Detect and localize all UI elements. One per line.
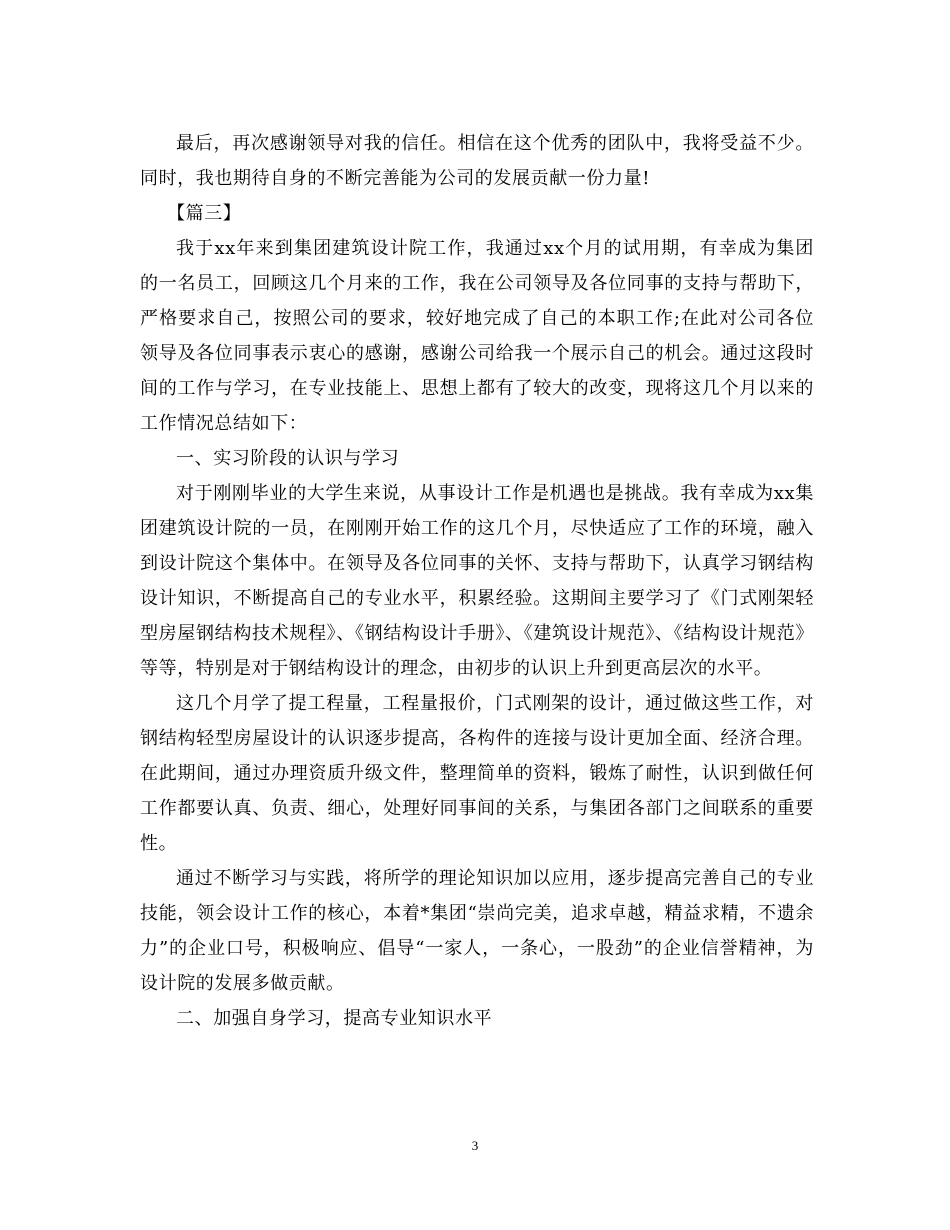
paragraph-closing-thanks: 最后，再次感谢领导对我的信任。相信在这个优秀的团队中，我将受益不少。同时，我也期待自身的不断完善能为公司的发展贡献一份力量! bbox=[140, 133, 814, 189]
paragraph-work-experience: 这几个月学了提工程量，工程量报价，门式刚架的设计，通过做这些工作，对钢结构轻型房屋设计的认识逐步提高，各构件的连接与设计更加全面、经济合理。在此期间，通过办理资质升级文件，整理简单的资料，锻炼了耐性，认识到做任何工作都要认真、负责、细心，处理好同事间的关系，与集团各部门之间联系的重要性。 bbox=[140, 693, 814, 854]
paragraph-intro: 我于xx年来到集团建筑设计院工作，我通过xx个月的试用期，有幸成为集团的一名员工，回顾这几个月来的工作，我在公司领导及各位同事的支持与帮助下，严格要求自己，按照公司的要求，较好地完成了自己的本职工作;在此对公司各位领导及各位同事表示衷心的感谢，感谢公司给我一个展示自己的机会。通过这段时间的工作与学习，在专业技能上、思想上都有了较大的改变，现将这几个月以来的工作情况总结如下： bbox=[140, 238, 814, 434]
page-number: 3 bbox=[471, 1138, 479, 1153]
paragraph-practice: 通过不断学习与实践，将所学的理论知识加以应用，逐步提高完善自己的专业技能，领会设计工作的核心，本着*集团“崇尚完美，追求卓越，精益求精，不遗余力”的企业口号，积极响应、倡导“一家人，一条心，一股劲”的企业信誉精神，为设计院的发展多做贡献。 bbox=[140, 868, 814, 994]
heading-self-study: 二、加强自身学习，提高专业知识水平 bbox=[176, 1008, 493, 1029]
section-tag-part-three: 【篇三】 bbox=[167, 203, 242, 224]
heading-internship-stage: 一、实习阶段的认识与学习 bbox=[176, 448, 400, 469]
document-body bbox=[140, 126, 814, 1036]
paragraph-internship-learning: 对于刚刚毕业的大学生来说，从事设计工作是机遇也是挑战。我有幸成为xx集团建筑设计院的一员，在刚刚开始工作的这几个月，尽快适应了工作的环境，融入到设计院这个集体中。在领导及各位同事的关怀、支持与帮助下，认真学习钢结构设计知识，不断提高自己的专业水平，积累经验。这期间主要学习了《门式刚架轻型房屋钢结构技术规程》、《钢结构设计手册》、《建筑设计规范》、《结构设计规范》等等，特别是对于钢结构设计的理念，由初步的认识上升到更高层次的水平。 bbox=[140, 483, 814, 679]
